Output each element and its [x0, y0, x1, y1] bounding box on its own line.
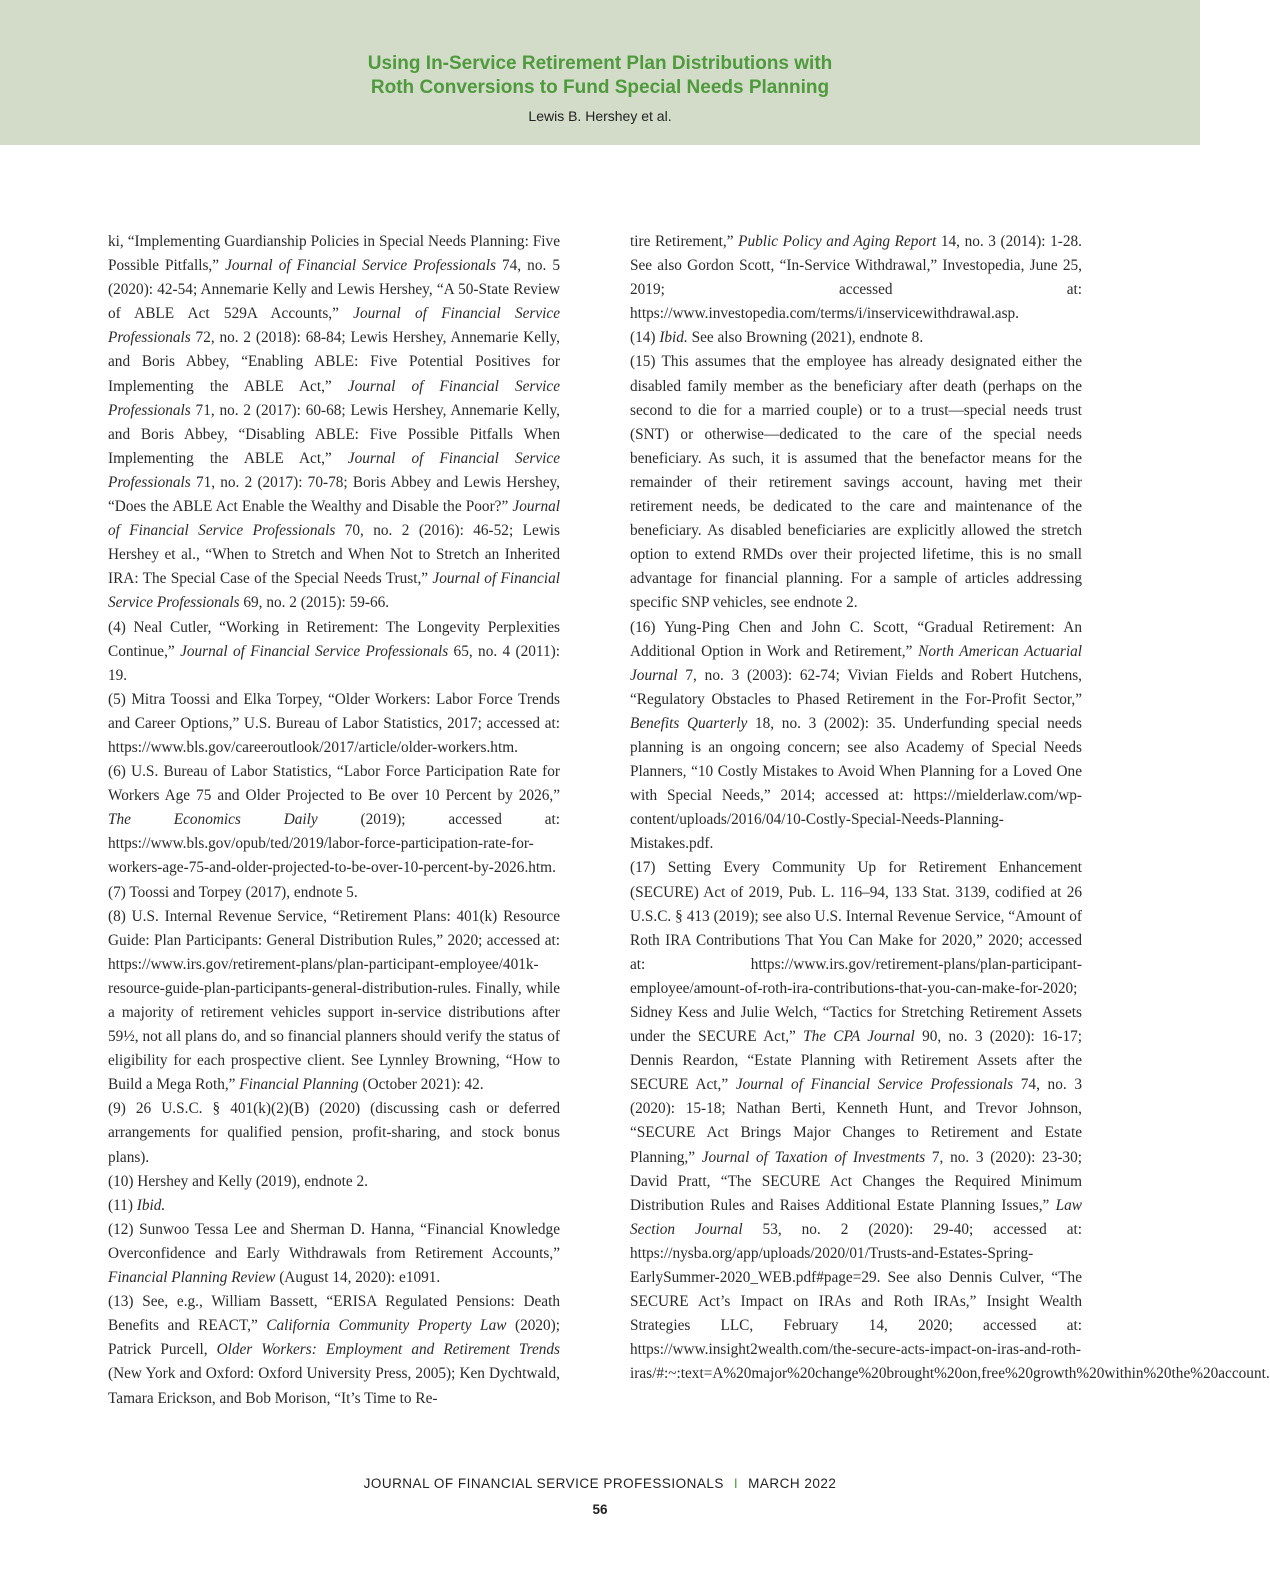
- endnote-italic-title: Ibid.: [659, 329, 688, 347]
- endnote: [108, 230, 560, 616]
- endnote-text: (12) Sunwoo Tessa Lee and Sherman D. Hanna, “Financial Knowledge Overconfidence and Early Withdrawals from Retirement Accounts,”: [108, 1220, 560, 1262]
- article-title-line-1: Using In-Service Retirement Plan Distributions with: [367, 53, 833, 74]
- endnote-text: (8) U.S. Internal Revenue Service, “Retirement Plans: 401(k) Resource Guide: Plan Participants: General Distribution Rules,” 2020; accessed at: https://www.irs.gov/retirement-plans/plan-participant-employee/401k-resource-guide-plan-participants-general-distribution-rules. Finally, while a majority of retirement vehicles support in-service distributions after 59½, not all plans do, and so financial planners should verify the status of eligibility for each prospective client. See Lynnley Browning, “How to Build a Mega Roth,”: [108, 907, 560, 1094]
- endnote-italic-title: Journal of Financial Service Professionals: [108, 498, 560, 540]
- running-footer: [0, 1476, 1200, 1491]
- endnote-text: 74, no. 3 (2020): 15-18; Nathan Berti, Kenneth Hunt, and Trevor Johnson, “SECURE Act Brings Major Changes to Retirement and Estate Planning,”: [630, 1076, 1082, 1166]
- endnote-text: 69, no. 2 (2015): 59-66.: [239, 594, 390, 612]
- endnotes-right-column: [630, 230, 1270, 1387]
- endnote-text: (October 2021): 42.: [358, 1076, 484, 1094]
- endnote: [108, 760, 560, 880]
- endnote-text: (2020); Patrick Purcell,: [108, 1317, 561, 1359]
- journal-name: JOURNAL OF FINANCIAL SERVICE PROFESSIONALS: [363, 1476, 724, 1491]
- endnote: [630, 230, 1082, 326]
- article-title-line-2: Roth Conversions to Fund Special Needs Planning: [370, 77, 830, 98]
- endnote-italic-title: Journal of Financial Service Professionals: [108, 377, 560, 419]
- endnote-text: (7) Toossi and Torpey (2017), endnote 5.: [108, 883, 358, 901]
- endnotes-left-column: [108, 230, 560, 1411]
- endnote-italic-title: Public Policy and Aging Report: [738, 233, 937, 250]
- endnote-text: See also Browning (2021), endnote 8.: [687, 329, 924, 347]
- endnote-italic-title: North American Actuarial Journal: [630, 642, 1082, 684]
- endnote-text: 70, no. 2 (2016): 46-52; Lewis Hershey et al., “When to Stretch and When Not to Stretch an Inherited IRA: The Special Case of the Special Needs Trust,”: [108, 522, 560, 588]
- endnote: [108, 616, 560, 688]
- endnote-text: (5) Mitra Toossi and Elka Torpey, “Older Workers: Labor Force Trends and Career Options,” U.S. Bureau of Labor Statistics, 2017; accessed at: https://www.bls.gov/careeroutlook/2017/article/older-workers.htm.: [108, 690, 560, 756]
- endnote-italic-title: Journal of Financial Service Professionals: [108, 305, 560, 347]
- page-number: 56: [592, 1502, 608, 1517]
- endnote-italic-title: Financial Planning Review: [108, 1269, 276, 1287]
- endnote-text: (10) Hershey and Kelly (2019), endnote 2.: [108, 1172, 368, 1190]
- footer-separator: I: [733, 1476, 739, 1491]
- endnote: [630, 856, 1270, 1386]
- article-title: [0, 52, 1200, 100]
- endnote: [108, 905, 560, 1098]
- endnote-italic-title: Journal of Financial Service Professionals: [108, 449, 560, 491]
- endnote-text: (14): [630, 329, 660, 347]
- endnote-italic-title: Older Workers: Employment and Retirement Trends: [216, 1341, 560, 1359]
- endnote-text: (6) U.S. Bureau of Labor Statistics, “Labor Force Participation Rate for Workers Age 75 and Older Projected to Be over 10 Percent by 2026,”: [108, 763, 560, 805]
- endnote-text: 72, no. 2 (2018): 68-84; Lewis Hershey, Annemarie Kelly, and Boris Abbey, “Enabling ABLE: Five Potential Positives for Implementing the ABLE Act,”: [108, 329, 560, 395]
- endnote: [630, 326, 1082, 350]
- endnote-text: ki, “Implementing Guardianship Policies in Special Needs Planning: Five Possible Pitfalls,”: [108, 233, 560, 275]
- endnote: [108, 1290, 560, 1410]
- endnote-italic-title: Journal of Financial Service Professionals: [180, 642, 449, 660]
- endnote-italic-title: California Community Property Law: [266, 1317, 507, 1335]
- endnote-text: (13) See, e.g., William Bassett, “ERISA Regulated Pensions: Death Benefits and REACT,”: [108, 1293, 560, 1335]
- endnote-text: 7, no. 3 (2020): 23-30; David Pratt, “The SECURE Act Changes the Required Minimum Distribution Rules and Raises Additional Estate Planning Issues,”: [630, 1148, 1082, 1214]
- endnote-text: (New York and Oxford: Oxford University Press, 2005); Ken Dychtwald, Tamara Erickson, and Bob Morison, “It’s Time to Re-: [108, 1365, 560, 1407]
- endnote-text: (4) Neal Cutler, “Working in Retirement: The Longevity Perplexities Continue,”: [108, 618, 560, 660]
- endnote-italic-title: The Economics Daily: [108, 811, 318, 829]
- endnote: [108, 1218, 560, 1290]
- endnote: [108, 1097, 560, 1169]
- endnote-text: 65, no. 4 (2011): 19.: [108, 642, 560, 684]
- endnote-text: (9) 26 U.S.C. § 401(k)(2)(B) (2020) (discussing cash or deferred arrangements for qualified pension, profit-sharing, and stock bonus plans).: [108, 1100, 560, 1166]
- endnote: [108, 688, 560, 760]
- endnote: [108, 881, 560, 905]
- endnote-text: 74, no. 5 (2020): 42-54; Annemarie Kelly and Lewis Hershey, “A 50-State Review of ABLE Act 529A Accounts,”: [108, 257, 560, 323]
- endnote: [108, 1194, 560, 1218]
- endnote-text: 53, no. 2 (2020): 29-40; accessed at: https://nysba.org/app/uploads/2020/01/Trusts-and-Estates-Spring-EarlySummer-2020_WEB.pdf#page=29. See also Dennis Culver, “The SECURE Act’s Impact on IRAs and Roth IRAs,” Insight Wealth Strategies LLC, February 14, 2020; accessed at: https://www.insight2wealth.com/the-secure-acts-impact-on-iras-and-roth-iras/#:~:text=A%20major%20change%20brought%20on,free%20growth%20within%20the%20account.: [630, 1220, 1270, 1383]
- endnote-text: (11): [108, 1196, 137, 1214]
- endnote-text: 90, no. 3 (2020): 16-17; Dennis Reardon, “Estate Planning with Retirement Assets after the SECURE Act,”: [630, 1028, 1083, 1094]
- issue-date: MARCH 2022: [748, 1476, 837, 1491]
- endnote-italic-title: Journal of Taxation of Investments: [701, 1148, 926, 1166]
- endnote: [630, 350, 1082, 615]
- endnote-italic-title: Journal of Financial Service Professionals: [735, 1076, 1014, 1094]
- endnote-text: 14, no. 3 (2014): 1-28. See also Gordon Scott, “In-Service Withdrawal,” Investopedia, June 25, 2019; accessed at: https://www.investopedia.com/terms/i/inservicewithdrawal.asp.: [630, 233, 1082, 323]
- endnote-text: 18, no. 3 (2002): 35. Underfunding special needs planning is an ongoing concern; see also Academy of Special Needs Planners, “10 Costly Mistakes to Avoid When Planning for a Loved One with Special Needs,” 2014; accessed at: https://mielderlaw.com/wp-content/uploads/2016/04/10-Costly-Special-Needs-Planning-Mistakes.pdf.: [630, 714, 1082, 853]
- endnote-text: 71, no. 2 (2017): 60-68; Lewis Hershey, Annemarie Kelly, and Boris Abbey, “Disabling ABLE: Five Possible Pitfalls When Implementing the ABLE Act,”: [108, 401, 560, 467]
- endnote-text: (August 14, 2020): e1091.: [275, 1269, 441, 1287]
- endnote-italic-title: Ibid.: [136, 1196, 166, 1214]
- article-authors: Lewis B. Hershey et al.: [528, 108, 672, 124]
- endnote-text: tire Retirement,”: [630, 233, 739, 250]
- endnote-italic-title: Financial Planning: [239, 1076, 359, 1094]
- endnote-italic-title: The CPA Journal: [803, 1028, 915, 1046]
- endnote: [630, 616, 1082, 857]
- endnote-text: 7, no. 3 (2003): 62-74; Vivian Fields and Robert Hutchens, “Regulatory Obstacles to Phased Retirement in the For-Profit Sector,”: [630, 666, 1082, 708]
- endnote-text: (16) Yung-Ping Chen and John C. Scott, “Gradual Retirement: An Additional Option in Work and Retirement,”: [630, 618, 1082, 660]
- endnote: [108, 1170, 560, 1194]
- endnote-italic-title: Law Section Journal: [630, 1196, 1082, 1238]
- endnote-italic-title: Journal of Financial Service Professionals: [108, 570, 560, 612]
- endnote-text: (2019); accessed at: https://www.bls.gov/opub/ted/2019/labor-force-participation-rate-for-workers-age-75-and-older-projected-to-be-over-10-percent-by-2026.htm.: [108, 811, 560, 877]
- endnote-italic-title: Journal of Financial Service Professionals: [225, 257, 496, 275]
- endnote-text: (17) Setting Every Community Up for Retirement Enhancement (SECURE) Act of 2019, Pub. L. 116–94, 133 Stat. 3139, codified at 26 U.S.C. § 413 (2019); see also U.S. Internal Revenue Service, “Amount of Roth IRA Contributions That You Can Make for 2020,” 2020; accessed at: https://www.irs.gov/retirement-plans/plan-participant-employee/amount-of-roth-ira-contributions-that-you-can-make-for-2020; Sidney Kess and Julie Welch, “Tactics for Stretching Retirement Assets under the SECURE Act,”: [630, 859, 1082, 1046]
- endnote-italic-title: Benefits Quarterly: [630, 714, 748, 732]
- endnote-text: 71, no. 2 (2017): 70-78; Boris Abbey and Lewis Hershey, “Does the ABLE Act Enable the Wealthy and Disable the Poor?”: [108, 473, 560, 516]
- endnote-text: (15) This assumes that the employee has already designated either the disabled family member as the beneficiary after death (perhaps on the second to die for a married couple) or to a trust—special needs trust (SNT) or otherwise—dedicated to the care of the special needs beneficiary. As such, it is assumed that the benefactor means for the remainder of their retirement savings account, having met their retirement needs, be dedicated to the care and maintenance of the beneficiary. As disabled beneficiaries are explicitly allowed the stretch option to extend RMDs over their projected lifetime, this is no small advantage for financial planning. For a sample of articles addressing specific SNP vehicles, see endnote 2.: [630, 353, 1082, 612]
